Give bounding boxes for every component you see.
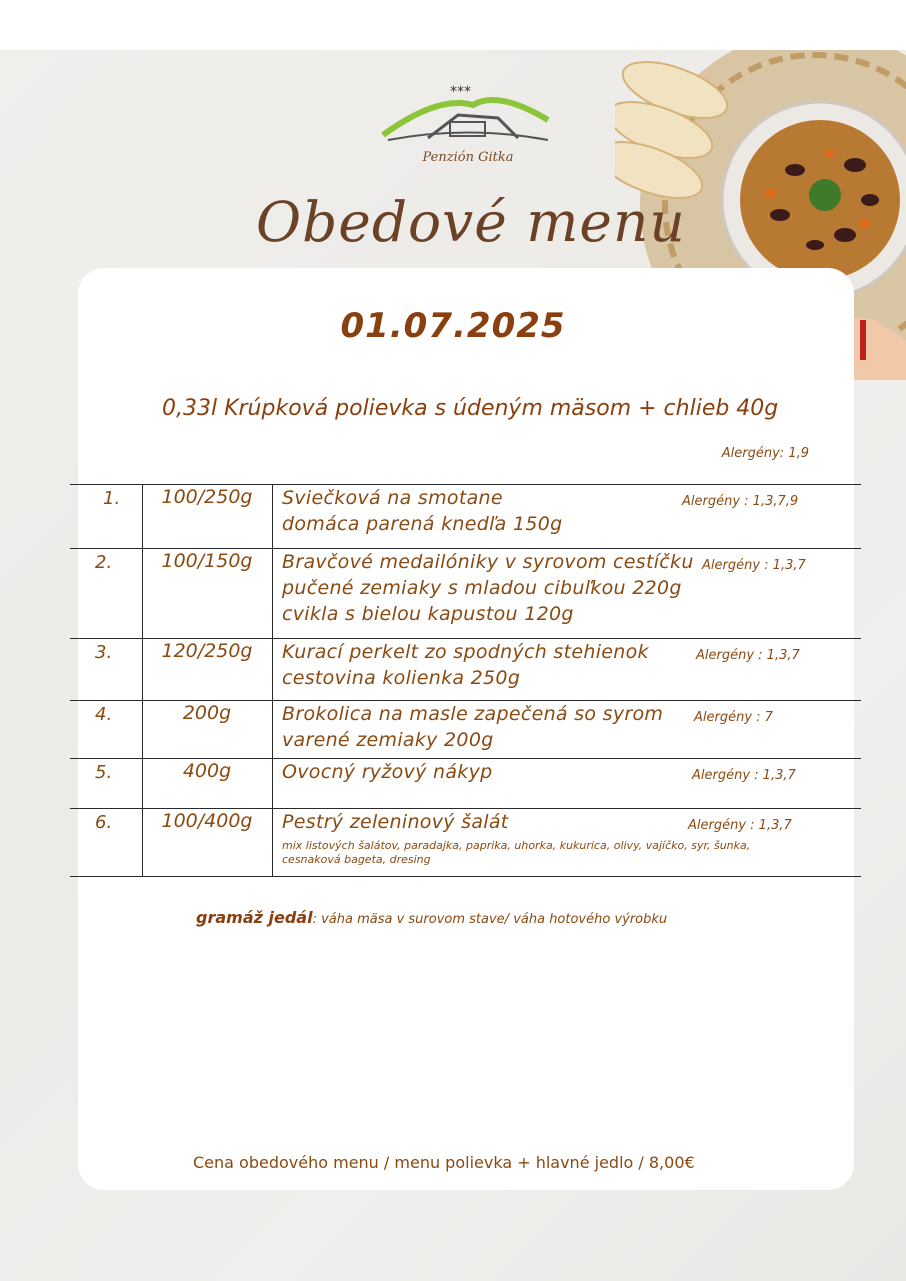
logo-name: Penzión Gitka [422,150,514,165]
menu-item-dish-line: cvikla s bielou kapustou 120g [282,603,574,625]
menu-item-number: 3. [95,642,113,663]
menu-item-weight: 100/150g [161,550,253,572]
menu-item-weight: 100/250g [161,486,253,508]
menu-item-allergens: Alergény : 1,3,7 [702,558,806,573]
menu-item-dish-line: varené zemiaky 200g [282,729,494,751]
menu-item-weight: 200g [182,702,232,724]
soup-line: 0,33l Krúpková polievka s údeným mäsom + chlieb 40g [162,396,779,421]
menu-item-dish-line: pučené zemiaky s mladou cibuľkou 220g [282,577,682,599]
weight-footnote [196,908,667,927]
menu-item-allergens: Alergény : 1,3,7 [688,818,792,833]
penzion-gitka-logo [378,80,558,175]
menu-item-allergens: Alergény : 7 [694,710,773,725]
menu-item-allergens: Alergény : 1,3,7 [692,768,796,783]
menu-item-note-line: mix listových šalátov, paradajka, paprika, uhorka, kukurica, olivy, vajíčko, syr, šunka, [282,839,751,852]
menu-price: Cena obedového menu / menu polievka + hlavné jedlo / 8,00€ [193,1153,695,1172]
menu-item-number: 2. [95,552,113,573]
menu-item-dish-line: Ovocný ryžový nákyp [282,761,493,783]
menu-date: 01.07.2025 [340,306,566,346]
menu-item-dish-line: Kurací perkelt zo spodných stehienok [282,641,649,663]
menu-item-dish-line: domáca parená knedľa 150g [282,513,563,535]
menu-item-dish-line: Bravčové medailóniky v syrovom cestíčku [282,551,694,573]
logo-stars: *** [450,84,471,100]
menu-item-note-line: cesnaková bageta, dresing [282,853,431,866]
menu-item-allergens: Alergény : 1,3,7,9 [682,494,799,509]
menu-item-dish-line: cestovina kolienka 250g [282,667,521,689]
menu-item-number: 6. [95,812,113,833]
menu-item-weight: 100/400g [161,810,253,832]
menu-item-dish-line: Brokolica na masle zapečená so syrom [282,703,664,725]
menu-item-dish-line: Pestrý zeleninový šalát [282,811,509,833]
table-rule [70,876,861,877]
table-col-divider [272,484,273,876]
menu-item-number: 4. [95,704,113,725]
menu-item-weight: 400g [182,760,232,782]
page-title: Obedové menu [256,190,686,254]
menu-item-weight: 120/250g [161,640,253,662]
soup-allergens: Alergény: 1,9 [721,446,809,461]
footnote-text: : váha mäsa v surovom stave/ váha hotového výrobku [312,912,668,927]
menu-item-dish-line: Sviečková na smotane [282,487,503,509]
menu-item-number: 5. [95,762,113,783]
menu-item-number: 1. [103,488,121,509]
menu-item-allergens: Alergény : 1,3,7 [696,648,800,663]
footnote-label: gramáž jedál [196,908,313,927]
